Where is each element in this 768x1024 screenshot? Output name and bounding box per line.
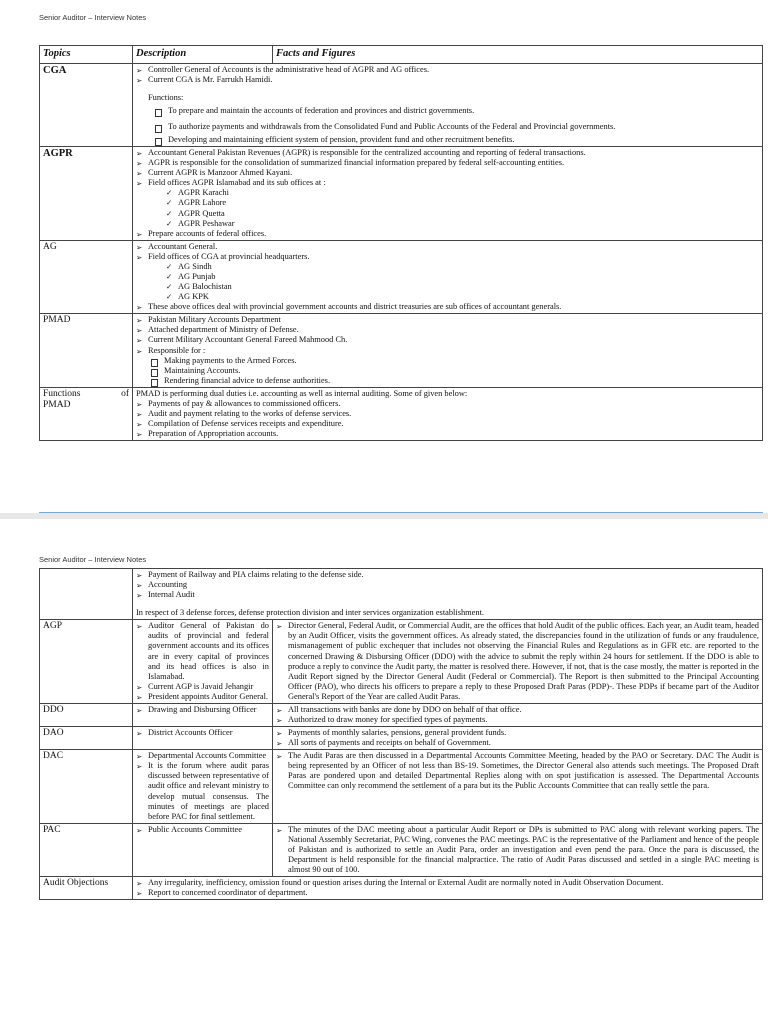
table-row — [40, 314, 763, 388]
list-item: ➢ Current Military Accountant General Fareed Mahmood Ch. — [136, 335, 759, 345]
list-item: ➢ Compilation of Defense services receipts and expenditure. — [136, 419, 759, 429]
list-item: ➢ Responsible for : — [136, 346, 759, 356]
list-item: ➢ Any irregularity, inefficiency, omission found or question arises during the Internal or External Audit are normally noted in Audit Observation Document. — [136, 878, 759, 888]
ddo-description — [133, 703, 273, 726]
list-item: ➢ Payments of pay & allowances to commissioned officers. — [136, 399, 759, 409]
topic-word: of — [121, 388, 129, 399]
topic-ag: AG — [40, 240, 133, 314]
notes-table-continued — [39, 568, 763, 900]
continued-note: In respect of 3 defense forces, defense protection division and inter services organization establishment. — [136, 608, 484, 618]
list-item: ➢ AGPR is responsible for the consolidation of summarized financial information prepared by federal self-accounting entities. — [136, 158, 759, 168]
list-item: ➢ Current CGA is Mr. Farrukh Hamidi. — [136, 75, 759, 85]
list-item: ➢ Payments of monthly salaries, pensions, general provident funds. — [276, 728, 759, 738]
table-header-row — [40, 46, 763, 64]
dac-description — [133, 750, 273, 824]
list-item: ➢ Accountant General Pakistan Revenues (AGPR) is responsible for the centralized accounting and reporting of federal transactions. — [136, 148, 759, 158]
table-row — [40, 703, 763, 726]
list-item: Maintaining Accounts. — [150, 366, 759, 376]
list-item: ➢ Preparation of Appropriation accounts. — [136, 429, 759, 439]
list-item: Developing and maintaining efficient system of pension, provident fund and other recruitment benefits. — [154, 135, 759, 145]
cga-functions-label: Functions: — [148, 92, 184, 102]
list-item: ➢ Attached department of Ministry of Defense. — [136, 325, 759, 335]
list-item: ➢ Audit and payment relating to the works of defense services. — [136, 409, 759, 419]
audit-objections-content — [133, 877, 763, 900]
table-row — [40, 727, 763, 750]
list-item: ✓ AG Sindh — [166, 262, 759, 272]
list-item: ✓ AGPR Lahore — [166, 198, 759, 208]
table-row — [40, 620, 763, 704]
list-item: ➢ Current AGP is Javaid Jehangir — [136, 682, 269, 692]
pac-description — [133, 823, 273, 876]
list-item: ➢ Report to concerned coordinator of department. — [136, 888, 759, 898]
topic-word: PMAD — [43, 400, 71, 411]
list-item: ➢ Field offices AGPR Islamabad and its sub offices at : — [136, 178, 759, 188]
list-item: ➢ Controller General of Accounts is the administrative head of AGPR and AG offices. — [136, 65, 759, 75]
header-topics: Topics — [40, 46, 133, 64]
list-item: ✓ AGPR Karachi — [166, 188, 759, 198]
list-item: ➢ Drawing and Disbursing Officer — [136, 705, 269, 715]
list-item: ➢ District Accounts Officer — [136, 728, 269, 738]
topic-dao: DAO — [40, 727, 133, 750]
list-item: Making payments to the Armed Forces. — [150, 356, 759, 366]
topic-agpr: AGPR — [40, 147, 133, 241]
continued-content — [133, 569, 763, 620]
dac-facts — [273, 750, 763, 824]
header-description: Description — [133, 46, 273, 64]
table-row — [40, 569, 763, 620]
topic-word: Functions — [43, 388, 81, 399]
list-item: ➢ Director General, Federal Audit, or Commercial Audit, are the offices that hold Audit of the public offices. Each year, an Audit team, headed by an Audit Officer, visits the government offices. As already stated, the discrepancies found in the utilization of funds or any fraudulence, mismanagement of public exchequer that includes not observing the Financial Rules and Regulations as in GFR etc. are reported to the concerned Drawing & Disbursing Officer (DDO) with the advice to submit the reply within 24 hours for settlement. If the DDO is able to produce a reply to convince the Audit party, the matter is resolved there. However, if not, that is the case mostly, the matter is reported in the Audit Report signed by the Director General Audit (Federal or Commercial). The Report is then submitted to the Principal Accounting Officer (PAO), who directs his officers to prepare a reply to these Proposed Draft Paras (PDP)-. These PDPs if became part of the Auditor General's Report of the Year are called Audit Paras. — [276, 621, 759, 702]
list-item: ➢ Public Accounts Committee — [136, 825, 269, 835]
list-item: To prepare and maintain the accounts of federation and provinces and district governments. — [154, 106, 759, 116]
list-item: ➢ Auditor General of Pakistan do audits of provincial and federal government accounts and its offices are in every capital of provinces and its head offices is also in Islamabad. — [136, 621, 269, 681]
topic-cga: CGA — [40, 63, 133, 146]
list-item: ➢ The minutes of the DAC meeting about a particular Audit Report or DPs is submitted to PAC along with relevant working papers. The National Assembly Secretariat, PAC Wing, convenes the PAC meetings. PAC is the representative of the Parliament and hence of the people of Pakistan and is authorized to settle an Audit Para, order an investigation and even pend the para. Once the para is discussed, the Department is held responsible for the financial malpractice. The ratio of Audit Paras discussed and settled in a single PAC meeting is almost 90 out of 100. — [276, 825, 759, 875]
topic-pac: PAC — [40, 823, 133, 876]
document-header: Senior Auditor – Interview Notes — [39, 13, 147, 22]
list-item: ➢ Departmental Accounts Committee — [136, 751, 269, 761]
list-item: ✓ AG KPK — [166, 292, 759, 302]
agpr-content — [133, 147, 763, 241]
table-row — [40, 240, 763, 314]
list-item: ➢ All sorts of payments and receipts on behalf of Government. — [276, 738, 759, 748]
page-2 — [0, 519, 768, 1024]
pmad-content — [133, 314, 763, 388]
list-item: ➢ Accountant General. — [136, 242, 759, 252]
list-item: ➢ Pakistan Military Accounts Department — [136, 315, 759, 325]
topic-audit-objections: Audit Objections — [40, 877, 133, 900]
functions-pmad-content — [133, 387, 763, 440]
notes-table — [39, 45, 763, 441]
list-item: ➢ It is the forum where audit paras discussed between representative of audit office and relevant ministry to develop mutual consensus. The minutes of meetings are placed before PAC for final settlement. — [136, 761, 269, 821]
dao-description — [133, 727, 273, 750]
topic-dac: DAC — [40, 750, 133, 824]
list-item: ➢ Internal Audit — [136, 590, 759, 600]
list-item: ➢ These above offices deal with provincial government accounts and district treasuries are sub offices of accountant generals. — [136, 302, 759, 312]
topic-ddo: DDO — [40, 703, 133, 726]
agp-description — [133, 620, 273, 704]
ddo-facts — [273, 703, 763, 726]
topic-agp: AGP — [40, 620, 133, 704]
list-item: ✓ AGPR Quetta — [166, 209, 759, 219]
list-item: To authorize payments and withdrawals from the Consolidated Fund and Public Accounts of the Federal and Provincial governments. — [154, 122, 759, 132]
cga-content — [133, 63, 763, 146]
pac-facts — [273, 823, 763, 876]
table-row — [40, 63, 763, 146]
table-row — [40, 750, 763, 824]
list-item: ➢ The Audit Paras are then discussed in a Departmental Accounts Committee Meeting, headed by the PAO or Secretary. DAC The Audit is being represented by an Officer of not less than BS-19. Sometimes, the Director General also attends such meetings. The Proposed Draft Paras are pondered upon and detailed Departmental Replies along with on spot justification is assessed. The Departmental Accounts Committee can only recommend the settlement of a para but its the Public Accounts Committee that can really settle the para. — [276, 751, 759, 791]
topic-functions-pmad — [40, 387, 133, 440]
list-item: ✓ AG Balochistan — [166, 282, 759, 292]
list-item: ➢ President appoints Auditor General. — [136, 692, 269, 702]
list-item: ➢ All transactions with banks are done by DDO on behalf of that office. — [276, 705, 759, 715]
table-row — [40, 387, 763, 440]
list-item: ➢ Field offices of CGA at provincial headquarters. — [136, 252, 759, 262]
functions-pmad-intro: PMAD is performing dual duties i.e. accounting as well as internal auditing. Some of given below: — [136, 388, 468, 398]
topic-empty — [40, 569, 133, 620]
table-row — [40, 877, 763, 900]
list-item: ✓ AG Punjab — [166, 272, 759, 282]
list-item: ✓ AGPR Peshawar — [166, 219, 759, 229]
list-item: ➢ Accounting — [136, 580, 759, 590]
list-item: ➢ Authorized to draw money for specified types of payments. — [276, 715, 759, 725]
document-header: Senior Auditor – Interview Notes — [39, 555, 147, 564]
agp-facts — [273, 620, 763, 704]
ag-content — [133, 240, 763, 314]
header-facts: Facts and Figures — [273, 46, 763, 64]
table-row — [40, 147, 763, 241]
list-item: ➢ Prepare accounts of federal offices. — [136, 229, 759, 239]
topic-pmad: PMAD — [40, 314, 133, 388]
list-item: ➢ Payment of Railway and PIA claims relating to the defense side. — [136, 570, 759, 580]
footer-divider — [39, 512, 763, 513]
table-row — [40, 823, 763, 876]
list-item: ➢ Current AGPR is Manzoor Ahmed Kayani. — [136, 168, 759, 178]
dao-facts — [273, 727, 763, 750]
list-item: Rendering financial advice to defense authorities. — [150, 376, 759, 386]
